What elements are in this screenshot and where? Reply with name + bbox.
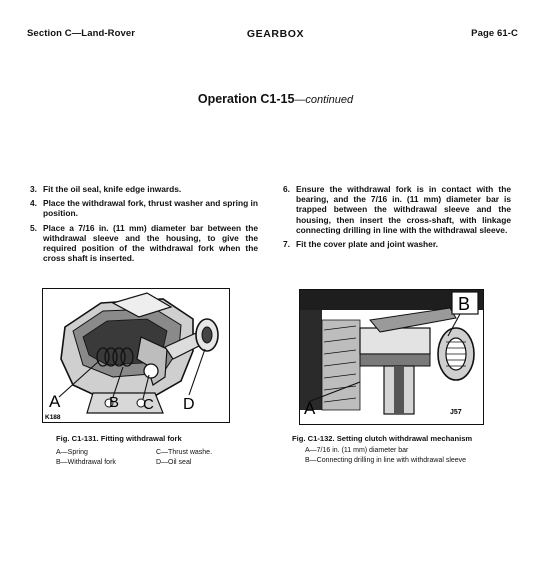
step-item <box>30 198 258 218</box>
figure-legend <box>305 446 525 465</box>
step-item <box>283 184 511 235</box>
section-label: Section C—Land-Rover <box>27 28 136 39</box>
legend-row <box>56 458 256 468</box>
figure-caption: Fig. C1-131. Fitting withdrawal fork <box>56 434 182 443</box>
step-text: Place a 7/16 in. (11 mm) diameter bar between the withdrawal sleeve and the housing, to give the required position of the withdrawal fork when the cross shaft is inserted. <box>43 222 258 264</box>
step-text: Fit the cover plate and joint washer. <box>296 239 438 250</box>
operation-title-continued: —continued <box>294 94 354 106</box>
figure-label-a: A <box>49 392 61 411</box>
chapter-title: GEARBOX <box>246 28 305 40</box>
figure-label-b: B <box>458 294 471 314</box>
step-text: Place the withdrawal fork, thrust washer and spring in position. <box>43 198 259 219</box>
step-number: 7. <box>283 239 290 250</box>
figure-clutch-withdrawal <box>299 289 484 425</box>
operation-title-main: Operation C1-15 <box>197 92 295 106</box>
figure-caption: Fig. C1-132. Setting clutch withdrawal mechanism <box>292 434 473 443</box>
legend-entry: B—Withdrawal fork <box>56 458 116 466</box>
legend-entry: C—Thrust washe. <box>156 449 213 456</box>
figure-withdrawal-fork <box>42 288 230 423</box>
step-item <box>30 223 258 264</box>
legend-entry: A—Spring <box>56 449 88 456</box>
step-number: 6. <box>283 184 290 194</box>
step-text: Fit the oil seal, knife edge inwards. <box>43 184 182 194</box>
step-item <box>283 239 511 249</box>
legend-entry: A—7/16 in. (11 mm) diameter bar <box>305 447 409 454</box>
figure-label-a: A <box>304 399 316 418</box>
figure-label-c: C <box>143 396 154 413</box>
cross-section-illustration <box>300 290 483 424</box>
legend-entry: B—Connecting drilling in line with withdrawal sleeve <box>305 456 467 464</box>
figure-label-d: D <box>183 396 195 413</box>
step-number: 4. <box>30 198 37 209</box>
left-step-column <box>30 184 258 267</box>
operation-title <box>0 92 551 106</box>
figure-label-b: B <box>109 394 120 411</box>
legend-row <box>56 448 256 458</box>
step-number: 5. <box>30 222 37 233</box>
step-item <box>30 184 258 194</box>
right-step-column <box>283 184 511 253</box>
page-number: Page 61-C <box>471 28 518 39</box>
figure-legend <box>56 448 256 467</box>
figure-ref-code: K188 <box>45 414 61 421</box>
step-number: 3. <box>30 184 37 194</box>
figure-ref-code: J57 <box>450 409 462 416</box>
gearbox-illustration <box>43 289 229 422</box>
legend-entry: D—Oil seal <box>156 458 192 466</box>
step-text: Ensure the withdrawal fork is in contact with the bearing, and the 7/16 in. (11 mm) diameter bar is trapped between the withdrawal sleeve and the housing, then insert the cross-shaft, with linkage connecting drilling in line with the withdrawal sleeve. <box>296 184 511 235</box>
